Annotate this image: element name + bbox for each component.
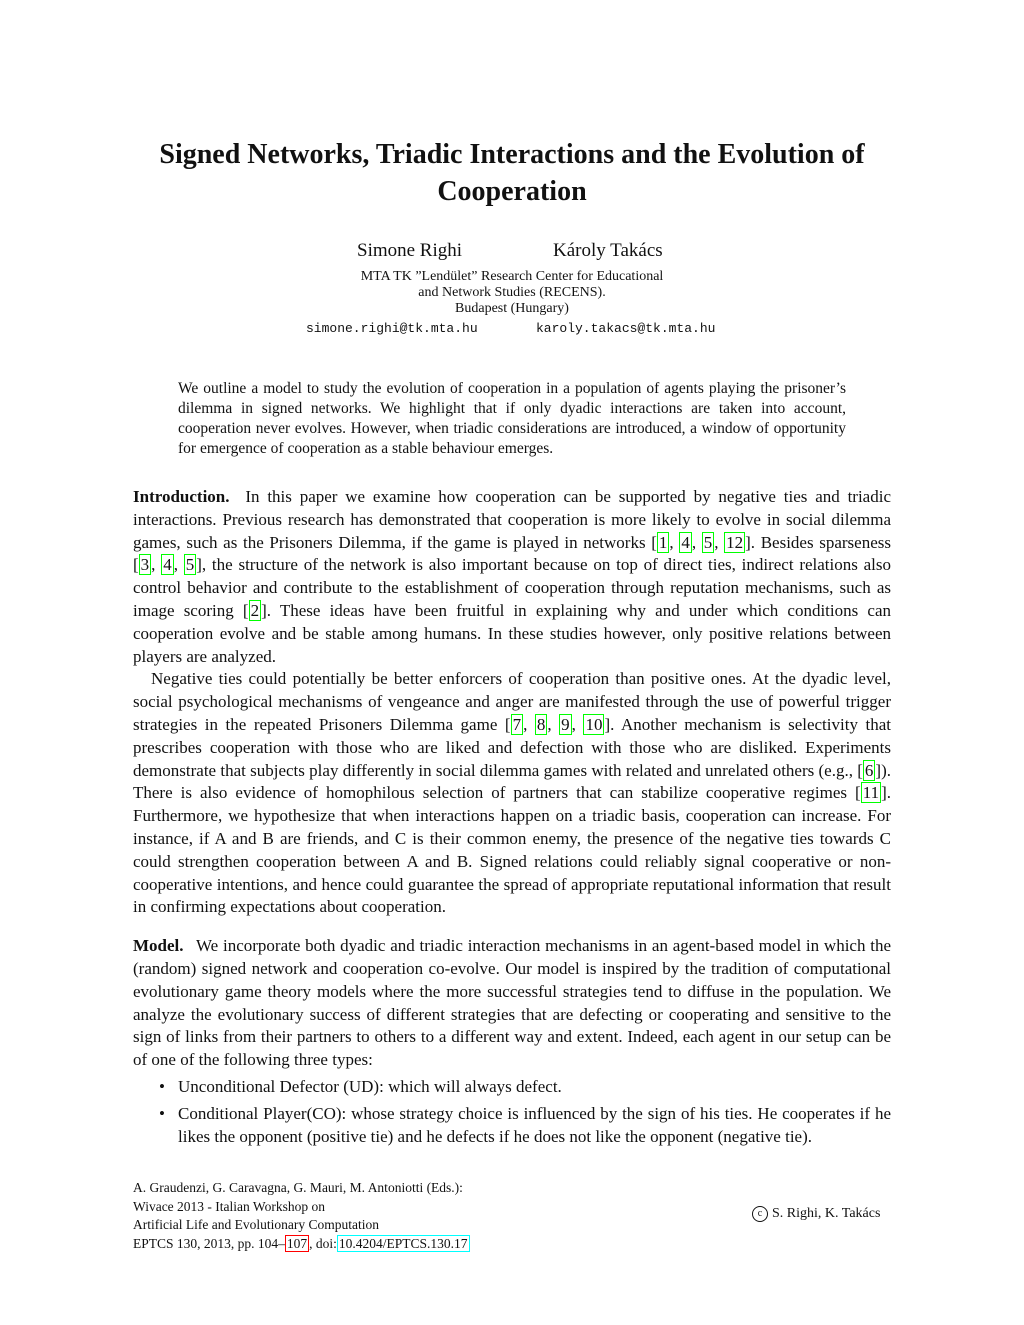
body-text: ]. These ideas have been fruitful in explaining why and under which conditions can cooperation evolve and be stable among humans. In these studies however, only positive relations between players are analyzed. <box>133 600 891 666</box>
footer-pages: EPTCS 130, 2013, pp. 104– <box>133 1235 285 1251</box>
citation-link[interactable]: 10 <box>585 714 603 734</box>
body-text: ]. Furthermore, we hypothesize that when interactions happen on a triadic basis, cooperation can increase. For instance, if A and B are friends, and C is their common enemy, the presence of the negative ties towards C could strengthen cooperation between A and B. Signed relations could reliably signal cooperative or non-cooperative intentions, and hence could guarantee the spread of appropriate reputational information that result in confirming expectations about cooperation. <box>133 783 891 917</box>
list-item: • Unconditional Defector (UD): which will always defect. <box>133 1076 891 1099</box>
footer-line: Artificial Life and Evolutionary Computation <box>133 1217 379 1232</box>
footer-line: Wivace 2013 - Italian Workshop on <box>133 1198 325 1214</box>
citation-link[interactable]: 7 <box>512 714 522 734</box>
body-text: ]. Besides sparseness [ <box>133 532 891 575</box>
body-text: We incorporate both dyadic and triadic interaction mechanisms in an agent-based model in which the (random) signed network and cooperation co-evolve. Our model is inspired by the tradition of computational evolutionary game theory models where the more successful strategies tend to diffuse in the population. We analyze the evolutionary success of different strategies that are defecting or cooperating and sensitive to the sign of links from their partners to others to a different way and extent. Indeed, each agent in our setup can be of one of the following three types: <box>133 936 891 1070</box>
citation-link[interactable]: 9 <box>561 714 570 734</box>
author-email-1[interactable]: simone.righi@tk.mta.hu <box>306 321 478 336</box>
citation-link[interactable]: 5 <box>185 555 195 575</box>
citation-link[interactable]: 11 <box>862 783 880 803</box>
citation-link[interactable]: 8 <box>536 714 546 734</box>
body-text: In this paper we examine how cooperation can be supported by negative ties and triadic interactions. Previous research has demonstrated that cooperation is more likely to evolve in social dilemma games, such as the Prisoners Dilemma, if the game is played in networks [ <box>133 487 892 552</box>
body-text: ], the structure of the network is also important because on top of direct ties, indirect relations also control behavior and contribute to the establishment of cooperation through reputation mechanisms, such as image scoring [ <box>133 555 892 620</box>
citation-link[interactable]: 12 <box>726 532 744 552</box>
citation-link[interactable]: 5 <box>703 532 713 552</box>
body-text: ]. Another mechanism is selectivity that prescribes cooperation with those who are liked and defection with those who are disliked. Experiments demonstrate that subjects play differently in social dilemma games with related and unrelated others (e.g., [ <box>133 714 891 780</box>
section-heading-introduction: Introduction. <box>133 487 230 506</box>
section-heading-model: Model. <box>133 936 184 956</box>
citation-link[interactable]: 6 <box>864 760 874 780</box>
citation-link[interactable]: 2 <box>250 600 260 620</box>
citation-link[interactable]: 3 <box>140 555 150 575</box>
paper-title: Signed Networks, Triadic Interactions and the Evolution of Cooperation <box>159 139 865 207</box>
body-text: ]). There is also evidence of homophilous selection of partners that can stabilize cooperative regimes [ <box>133 760 891 803</box>
agent-type-list <box>133 1076 891 1148</box>
body-text: Negative ties could potentially be better enforcers of cooperation than positive ones. At the dyadic level, social psychological mechanisms of vengeance and anger are manifested through the use of powerful trigger strategies in the repeated Prisoners Dilemma game [ <box>133 669 891 734</box>
footer-line <box>133 1235 470 1254</box>
footer-citation <box>133 1179 470 1253</box>
copyright-notice <box>752 1206 880 1222</box>
intro-paragraph: Introduction. In this paper we examine how cooperation can be supported by negative ties and triadic interactions. Previous research has demonstrated that cooperation is more likely to evolve in social dilemma games, such as the Prisoners Dilemma, if the game is played in networks [ 1 , 4 , 5 , 12 ]. Besides sparseness [ 3 , 4 , 5 ], the structure of the network is also important because on top of direct ties, indirect relations also control behavior and contribute to the establishment of cooperation through reputation mechanisms, such as image scoring [ 2 ]. These ideas have been fruitful in explaining why and under which conditions can cooperation evolve and be stable among humans. In these studies however, only positive relations between players are analyzed. <box>133 487 892 666</box>
citation-link[interactable]: 4 <box>163 555 172 575</box>
affiliation <box>312 269 712 317</box>
affiliation-line: and Network Studies (RECENS). <box>418 285 606 300</box>
author-email-2[interactable]: karoly.takacs@tk.mta.hu <box>536 321 716 336</box>
intro-paragraph: Negative ties could potentially be better enforcers of cooperation than positive ones. At the dyadic level, social psychological mechanisms of vengeance and anger are manifested through the use of powerful trigger strategies in the repeated Prisoners Dilemma game [ 7 , 8 , 9 , 10 ]. Another mechanism is selectivity that prescribes cooperation with those who are liked and defection with those who are disliked. Experiments demonstrate that subjects play differently in social dilemma games with related and unrelated others (e.g., [ 6 ]). There is also evidence of homophilous selection of partners that can stabilize cooperative regimes [ 11 ]. Furthermore, we hypothesize that when interactions happen on a triadic basis, cooperation can increase. For instance, if A and B are friends, and C is their common enemy, the presence of the negative ties towards C could strengthen cooperation between A and B. Signed relations could reliably signal cooperative or non-cooperative intentions, and hence could guarantee the spread of appropriate reputational information that result in confirming expectations about cooperation. <box>133 669 891 917</box>
author-name-2: Károly Takács <box>553 240 663 261</box>
list-item: • Conditional Player(CO): whose strategy choice is influenced by the sign of his ties. He cooperates if he likes the opponent (positive tie) and he defects if he does not like the opponent (negative tie). <box>133 1103 891 1149</box>
copyright-holders: S. Righi, K. Takács <box>772 1206 881 1221</box>
doi-label: , doi: <box>309 1235 337 1251</box>
model-paragraph <box>133 935 891 1072</box>
footer-line: A. Graudenzi, G. Caravagna, G. Mauri, M. Antoniotti (Eds.): <box>133 1180 463 1195</box>
doi-link[interactable]: 10.4204/EPTCS.130.17 <box>338 1235 468 1251</box>
last-page-link[interactable]: 107 <box>286 1235 308 1251</box>
paper-body <box>133 486 891 1152</box>
author-name-1: Simone Righi <box>357 240 463 261</box>
abstract: We outline a model to study the evolution of cooperation in a population of agents playing the prisoner’s dilemma in signed networks. We highlight that if only dyadic interactions are taken into account, cooperation never evolves. However, when triadic considerations are introduced, a window of opportunity for emergence of cooperation as a stable behaviour emerges. <box>178 380 846 457</box>
affiliation-line: MTA TK ”Lendület” Research Center for Educational <box>360 269 664 284</box>
citation-link[interactable]: 1 <box>658 532 668 552</box>
affiliation-line: Budapest (Hungary) <box>455 301 569 316</box>
copyright-icon: c <box>752 1206 768 1222</box>
citation-link[interactable]: 4 <box>681 532 690 552</box>
